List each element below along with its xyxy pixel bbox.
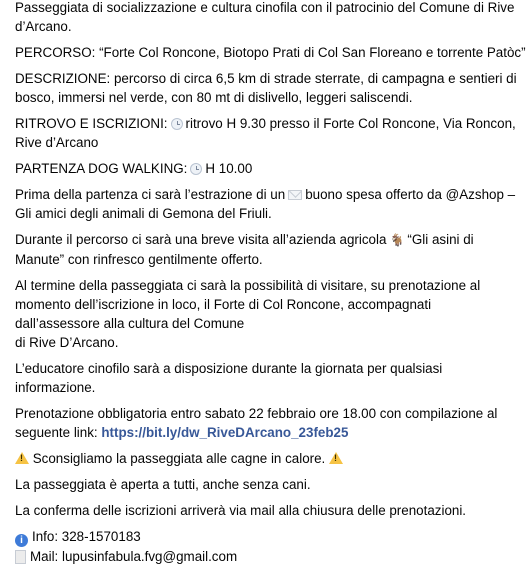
route-text: PERCORSO: “Forte Col Roncone, Biotopo Prati di Col San Floreano e torrente Patòc”	[15, 45, 526, 60]
route-paragraph	[15, 43, 526, 62]
departure-paragraph	[15, 159, 521, 178]
meeting-prefix: RITROVO E ISCRIZIONI:	[15, 116, 168, 131]
educator-line-2: informazione.	[15, 380, 96, 395]
educator-paragraph	[15, 359, 521, 397]
envelope-icon	[288, 190, 302, 200]
confirmation-text: La conferma delle iscrizioni arriverà via mail alla chiusura delle prenotazioni.	[15, 503, 467, 518]
info-icon: i	[15, 534, 28, 547]
mail-text: Mail: lupusinfabula.fvg@gmail.com	[30, 549, 238, 564]
description-line-2: bosco, immersi nel verde, con 80 mt di dislivello, leggeri saliscendi.	[15, 90, 413, 105]
farm-after: “Gli asini di	[407, 232, 474, 247]
meeting-line-2: Rive d’Arcano	[15, 135, 99, 150]
meeting-line-1	[15, 114, 521, 133]
departure-line	[15, 159, 521, 178]
farm-line-1	[15, 230, 521, 250]
mail-icon	[15, 550, 26, 564]
fort-line-3: dall’assessore alla cultura del Comune	[15, 316, 245, 331]
intro-paragraph	[15, 0, 521, 36]
fort-line-4: di Rive D’Arcano.	[15, 335, 119, 350]
farm-visit-paragraph	[15, 230, 521, 269]
farm-before: Durante il percorso ci sarà una breve visita all’azienda agricola	[15, 232, 387, 247]
booking-link[interactable]: https://bit.ly/dw_RiveDArcano_23feb25	[101, 425, 349, 440]
warning-icon	[329, 452, 343, 464]
educator-line-1: L’educatore cinofilo sarà a disposizione durante la giornata per qualsiasi	[15, 361, 443, 376]
warning-line	[15, 449, 521, 468]
intro-line-1: Passeggiata di socializzazione e cultura cinofila con il patrocinio del Comune di Rive	[15, 0, 515, 15]
fort-visit-paragraph	[15, 276, 521, 352]
donkey-icon: 🐐	[389, 233, 405, 247]
description-line-1: DESCRIZIONE: percorso di circa 6,5 km di strade sterrate, di campagna e sentieri di	[15, 71, 517, 86]
warning-text: Sconsigliamo la passeggiata alle cagne in calore.	[32, 451, 326, 466]
fort-line-2: momento dell’iscrizione in loco, il Forte di Col Roncone, accompagnati	[15, 297, 432, 312]
intro-line-2: d’Arcano.	[15, 19, 72, 34]
clock-icon	[171, 118, 183, 130]
departure-prefix: PARTENZA DOG WALKING:	[15, 161, 188, 176]
raffle-after: buono spesa offerto da @Azshop –	[305, 187, 516, 202]
mail-line	[15, 547, 521, 566]
raffle-line-1	[15, 185, 521, 204]
clock-icon	[190, 163, 202, 175]
info-line	[15, 527, 521, 547]
meeting-paragraph	[15, 114, 521, 152]
confirmation-paragraph	[15, 501, 521, 520]
farm-line-2: Manute” con rinfresco gentilmente offerto.	[15, 252, 263, 267]
raffle-before: Prima della partenza ci sarà l’estrazione di un	[15, 187, 286, 202]
fort-line-1: Al termine della passeggiata ci sarà la possibilità di visitare, su prenotazione al	[15, 278, 481, 293]
meeting-rest: ritrovo H 9.30 presso il Forte Col Roncone, Via Roncon,	[185, 116, 516, 131]
departure-time: H 10.00	[205, 161, 253, 176]
warning-icon	[15, 452, 29, 464]
contacts-paragraph	[15, 527, 521, 566]
open-to-all-text: La passeggiata è aperta a tutti, anche senza cani.	[15, 477, 311, 492]
info-text: Info: 328-1570183	[32, 529, 141, 544]
raffle-paragraph	[15, 185, 521, 223]
warning-paragraph	[15, 449, 521, 468]
booking-line-1: Prenotazione obbligatoria entro sabato 22 febbraio ore 18.00 con compilazione al	[15, 406, 498, 421]
booking-prefix: seguente link:	[15, 425, 98, 440]
booking-paragraph	[15, 404, 521, 442]
booking-line-2	[15, 423, 521, 442]
description-paragraph	[15, 69, 521, 107]
raffle-line-2: Gli amici degli animali di Gemona del Friuli.	[15, 206, 272, 221]
open-to-all-paragraph	[15, 475, 521, 494]
